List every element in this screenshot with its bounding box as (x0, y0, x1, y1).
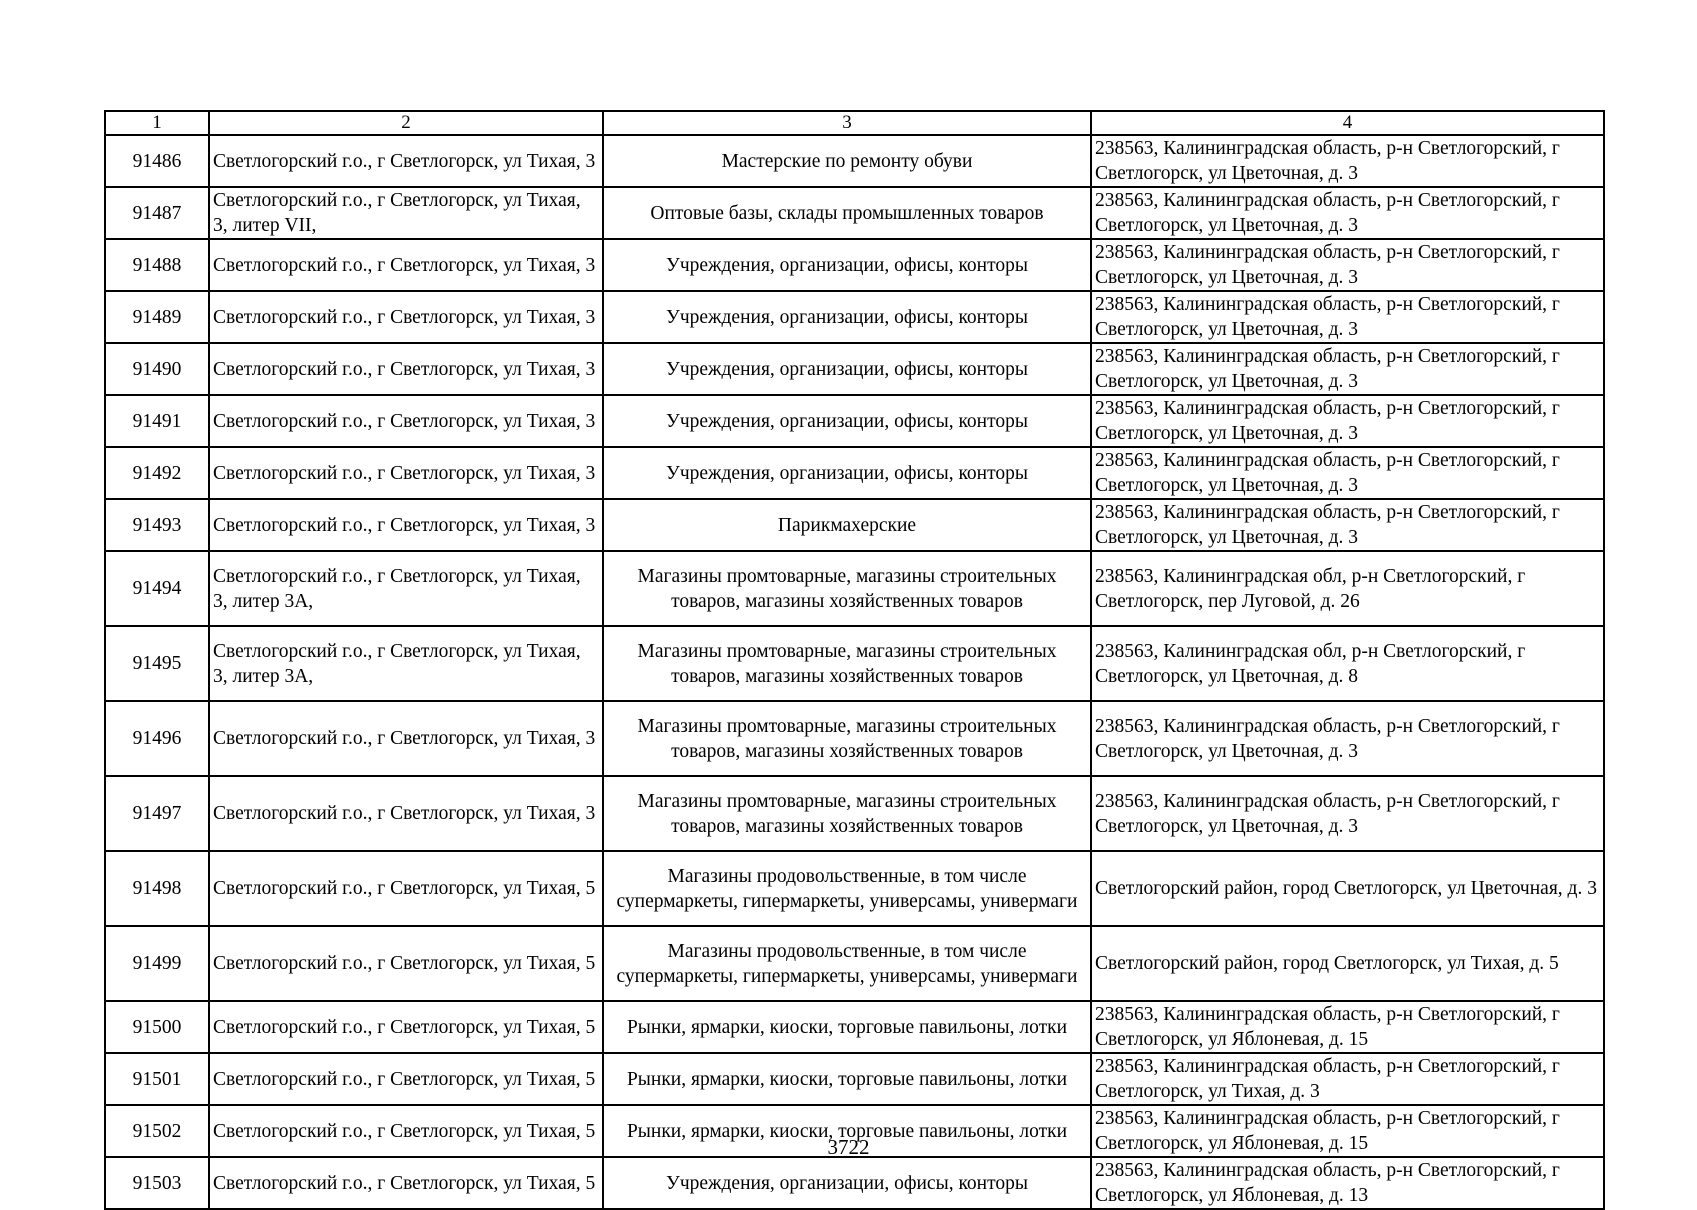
row-location: Светлогорский г.о., г Светлогорск, ул Тихая, 3 (209, 239, 603, 291)
table-row (105, 447, 1604, 499)
page-number: 3722 (827, 1135, 870, 1159)
table-row (105, 701, 1604, 776)
row-object-type: Учреждения, организации, офисы, конторы (603, 343, 1091, 395)
row-location: Светлогорский г.о., г Светлогорск, ул Тихая, 3 (209, 701, 603, 776)
row-address: 238563, Калининградская область, р-н Светлогорский, г Светлогорск, ул Цветочная, д. 3 (1091, 776, 1604, 851)
row-object-type: Оптовые базы, склады промышленных товаров (603, 187, 1091, 239)
row-address: 238563, Калининградская область, р-н Светлогорский, г Светлогорск, ул Цветочная, д. 3 (1091, 447, 1604, 499)
row-object-type: Учреждения, организации, офисы, конторы (603, 395, 1091, 447)
header-col-2: 2 (209, 111, 603, 135)
table-row (105, 1001, 1604, 1053)
row-number: 91488 (105, 239, 209, 291)
row-location: Светлогорский г.о., г Светлогорск, ул Тихая, 3 (209, 776, 603, 851)
row-location: Светлогорский г.о., г Светлогорск, ул Тихая, 3 (209, 291, 603, 343)
row-location: Светлогорский г.о., г Светлогорск, ул Тихая, 5 (209, 1053, 603, 1105)
row-location: Светлогорский г.о., г Светлогорск, ул Тихая, 5 (209, 926, 603, 1001)
row-number: 91502 (105, 1105, 209, 1157)
table-row (105, 926, 1604, 1001)
row-address: 238563, Калининградская область, р-н Светлогорский, г Светлогорск, ул Цветочная, д. 3 (1091, 291, 1604, 343)
registry-table (104, 110, 1605, 1210)
table-row (105, 1157, 1604, 1209)
row-location: Светлогорский г.о., г Светлогорск, ул Тихая, 3 (209, 499, 603, 551)
table-header (105, 111, 1604, 135)
table-row (105, 1053, 1604, 1105)
row-number: 91486 (105, 135, 209, 187)
row-address: 238563, Калининградская область, р-н Светлогорский, г Светлогорск, ул Цветочная, д. 3 (1091, 701, 1604, 776)
table-row (105, 851, 1604, 926)
row-number: 91493 (105, 499, 209, 551)
row-number: 91494 (105, 551, 209, 626)
row-object-type: Магазины промтоварные, магазины строительных товаров, магазины хозяйственных товаров (603, 551, 1091, 626)
row-address: 238563, Калининградская область, р-н Светлогорский, г Светлогорск, ул Яблоневая, д. 15 (1091, 1001, 1604, 1053)
row-object-type: Магазины промтоварные, магазины строительных товаров, магазины хозяйственных товаров (603, 776, 1091, 851)
row-object-type: Учреждения, организации, офисы, конторы (603, 447, 1091, 499)
row-address: Светлогорский район, город Светлогорск, ул Цветочная, д. 3 (1091, 851, 1604, 926)
header-col-4: 4 (1091, 111, 1604, 135)
row-object-type: Рынки, ярмарки, киоски, торговые павильоны, лотки (603, 1053, 1091, 1105)
table-row (105, 187, 1604, 239)
row-object-type: Магазины промтоварные, магазины строительных товаров, магазины хозяйственных товаров (603, 626, 1091, 701)
row-location: Светлогорский г.о., г Светлогорск, ул Тихая, 3 (209, 343, 603, 395)
header-col-3: 3 (603, 111, 1091, 135)
table-row (105, 499, 1604, 551)
row-number: 91497 (105, 776, 209, 851)
table-row (105, 135, 1604, 187)
row-object-type: Учреждения, организации, офисы, конторы (603, 291, 1091, 343)
row-address: Светлогорский район, город Светлогорск, ул Тихая, д. 5 (1091, 926, 1604, 1001)
row-address: 238563, Калининградская область, р-н Светлогорский, г Светлогорск, ул Цветочная, д. 3 (1091, 239, 1604, 291)
row-number: 91500 (105, 1001, 209, 1053)
row-object-type: Рынки, ярмарки, киоски, торговые павильоны, лотки (603, 1105, 1091, 1157)
row-object-type: Магазины промтоварные, магазины строительных товаров, магазины хозяйственных товаров (603, 701, 1091, 776)
row-number: 91501 (105, 1053, 209, 1105)
row-object-type: Учреждения, организации, офисы, конторы (603, 1157, 1091, 1209)
row-address: 238563, Калининградская область, р-н Светлогорский, г Светлогорск, ул Тихая, д. 3 (1091, 1053, 1604, 1105)
row-object-type: Магазины продовольственные, в том числе супермаркеты, гипермаркеты, универсамы, универмаги (603, 851, 1091, 926)
row-object-type: Рынки, ярмарки, киоски, торговые павильоны, лотки (603, 1001, 1091, 1053)
row-number: 91492 (105, 447, 209, 499)
table-row (105, 291, 1604, 343)
row-number: 91489 (105, 291, 209, 343)
row-address: 238563, Калининградская обл, р-н Светлогорский, г Светлогорск, пер Луговой, д. 26 (1091, 551, 1604, 626)
row-location: Светлогорский г.о., г Светлогорск, ул Тихая, 3, литер 3А, (209, 551, 603, 626)
table-row (105, 776, 1604, 851)
row-object-type: Мастерские по ремонту обуви (603, 135, 1091, 187)
row-number: 91495 (105, 626, 209, 701)
row-address: 238563, Калининградская область, р-н Светлогорский, г Светлогорск, ул Яблоневая, д. 15 (1091, 1105, 1604, 1157)
row-number: 91490 (105, 343, 209, 395)
row-address: 238563, Калининградская область, р-н Светлогорский, г Светлогорск, ул Цветочная, д. 3 (1091, 135, 1604, 187)
row-location: Светлогорский г.о., г Светлогорск, ул Тихая, 3, литер 3А, (209, 626, 603, 701)
row-number: 91503 (105, 1157, 209, 1209)
row-location: Светлогорский г.о., г Светлогорск, ул Тихая, 3, литер VII, (209, 187, 603, 239)
row-address: 238563, Калининградская обл, р-н Светлогорский, г Светлогорск, ул Цветочная, д. 8 (1091, 626, 1604, 701)
table-row (105, 551, 1604, 626)
header-col-1: 1 (105, 111, 209, 135)
row-location: Светлогорский г.о., г Светлогорск, ул Тихая, 5 (209, 1157, 603, 1209)
row-address: 238563, Калининградская область, р-н Светлогорский, г Светлогорск, ул Цветочная, д. 3 (1091, 499, 1604, 551)
row-object-type: Магазины продовольственные, в том числе супермаркеты, гипермаркеты, универсамы, универмаги (603, 926, 1091, 1001)
row-object-type: Парикмахерские (603, 499, 1091, 551)
row-address: 238563, Калининградская область, р-н Светлогорский, г Светлогорск, ул Цветочная, д. 3 (1091, 343, 1604, 395)
row-address: 238563, Калининградская область, р-н Светлогорский, г Светлогорск, ул Цветочная, д. 3 (1091, 187, 1604, 239)
header-row (105, 111, 1604, 135)
row-object-type: Учреждения, организации, офисы, конторы (603, 239, 1091, 291)
row-number: 91496 (105, 701, 209, 776)
row-location: Светлогорский г.о., г Светлогорск, ул Тихая, 3 (209, 135, 603, 187)
row-address: 238563, Калининградская область, р-н Светлогорский, г Светлогорск, ул Цветочная, д. 3 (1091, 395, 1604, 447)
row-location: Светлогорский г.о., г Светлогорск, ул Тихая, 3 (209, 395, 603, 447)
row-location: Светлогорский г.о., г Светлогорск, ул Тихая, 5 (209, 851, 603, 926)
row-location: Светлогорский г.о., г Светлогорск, ул Тихая, 3 (209, 447, 603, 499)
table-row (105, 343, 1604, 395)
row-number: 91499 (105, 926, 209, 1001)
table-row (105, 239, 1604, 291)
row-address: 238563, Калининградская область, р-н Светлогорский, г Светлогорск, ул Яблоневая, д. 13 (1091, 1157, 1604, 1209)
row-location: Светлогорский г.о., г Светлогорск, ул Тихая, 5 (209, 1001, 603, 1053)
table-row (105, 395, 1604, 447)
row-number: 91487 (105, 187, 209, 239)
row-number: 91498 (105, 851, 209, 926)
table-row (105, 626, 1604, 701)
row-number: 91491 (105, 395, 209, 447)
row-location: Светлогорский г.о., г Светлогорск, ул Тихая, 5 (209, 1105, 603, 1157)
table-body (105, 135, 1604, 1209)
